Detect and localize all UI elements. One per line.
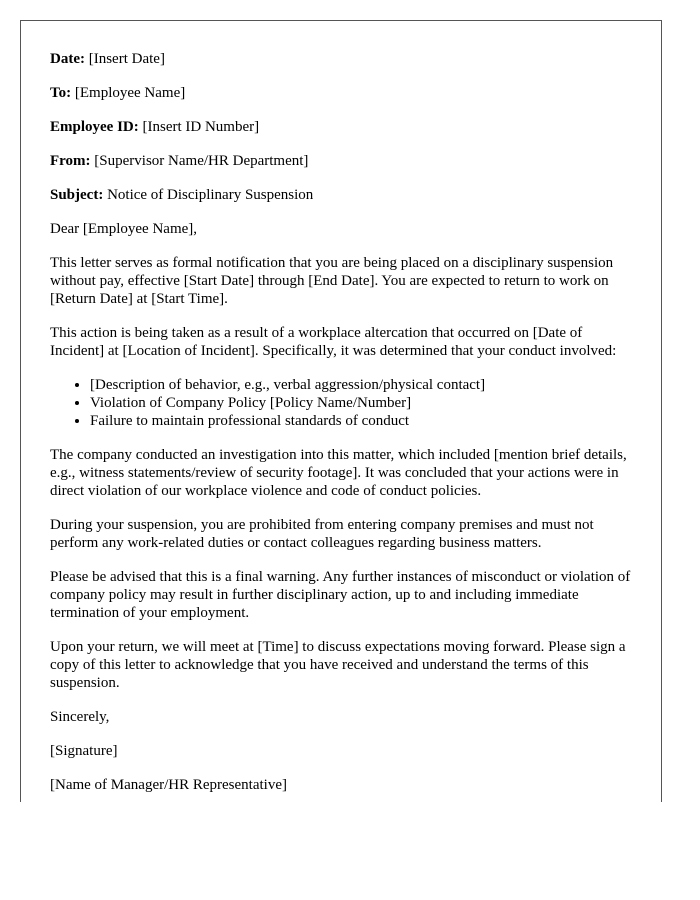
salutation: Dear [Employee Name],	[50, 221, 198, 237]
paragraph-investigation: The company conducted an investigation into this matter, which included [mention brief details, e.g., witness statements/review of security footage]. It was concluded that your actions were in direct violation of our workplace violence and code of conduct policies.	[50, 447, 627, 499]
paragraph-return-meeting: Upon your return, we will meet at [Time] to discuss expectations moving forward. Please sign a copy of this letter to acknowledge that you have received and understand the terms of this suspension.	[50, 639, 626, 691]
from-line	[50, 152, 634, 170]
signature-placeholder: [Signature]	[50, 743, 118, 759]
paragraph-restrictions: During your suspension, you are prohibited from entering company premises and must not perform any work-related duties or contact colleagues regarding business matters.	[50, 517, 594, 551]
list-item: • [Description of behavior, e.g., verbal aggression/physical contact]	[90, 376, 634, 394]
to-line	[50, 84, 634, 102]
employee-id-line	[50, 118, 634, 136]
from-label: From:	[50, 153, 91, 169]
from-value: [Supervisor Name/HR Department]	[94, 153, 309, 169]
paragraph-incident: This action is being taken as a result of a workplace altercation that occurred on [Date of Incident] at [Location of Incident]. Specifically, it was determined that your conduct involved:	[50, 325, 617, 359]
employee-id-value: [Insert ID Number]	[142, 119, 260, 135]
letter-page	[20, 20, 662, 802]
subject-value: Notice of Disciplinary Suspension	[107, 187, 314, 203]
date-label: Date:	[50, 51, 85, 67]
paragraph-final-warning: Please be advised that this is a final warning. Any further instances of misconduct or violation of company policy may result in further disciplinary action, up to and including immediate termination of your employment.	[50, 569, 631, 621]
list-item: • Violation of Company Policy [Policy Name/Number]	[90, 394, 634, 412]
conduct-list	[50, 376, 634, 430]
subject-line	[50, 186, 634, 204]
date-line	[50, 50, 634, 68]
subject-label: Subject:	[50, 187, 104, 203]
date-value: [Insert Date]	[88, 51, 165, 67]
to-value: [Employee Name]	[74, 85, 186, 101]
signer-name-title: [Name of Manager/HR Representative]	[50, 777, 287, 793]
list-item: • Failure to maintain professional standards of conduct	[90, 412, 634, 430]
paragraph-suspension-notice: This letter serves as formal notification that you are being placed on a disciplinary suspension without pay, effective [Start Date] through [End Date]. You are expected to return to work on [Return Date] at [Start Time].	[50, 255, 614, 307]
letter-content	[50, 50, 634, 802]
to-label: To:	[50, 85, 72, 101]
employee-id-label: Employee ID:	[50, 119, 139, 135]
sign-off: Sincerely,	[50, 709, 110, 725]
